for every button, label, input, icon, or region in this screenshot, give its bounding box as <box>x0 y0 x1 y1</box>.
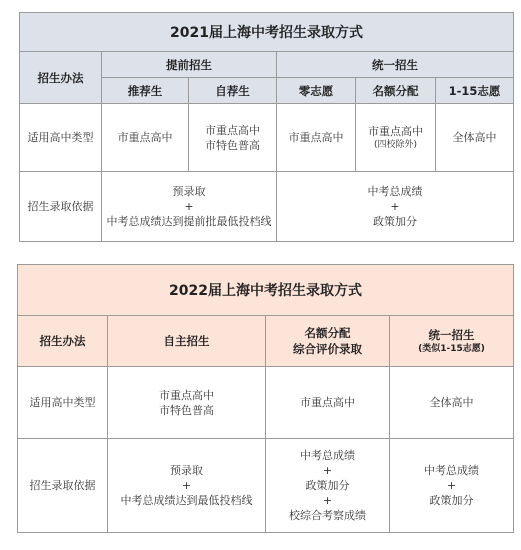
header-group-row <box>20 52 514 78</box>
type-cell: 全体高中 <box>436 104 514 172</box>
col-header-unified <box>390 316 514 367</box>
type-cell: 全体高中 <box>390 367 514 439</box>
col-header-unified-note: (类似1-15志愿) <box>418 344 485 354</box>
type-cell: 市重点高中 <box>277 104 356 172</box>
basis-row <box>18 439 514 533</box>
basis-row <box>20 172 514 242</box>
type-row <box>20 104 514 172</box>
table-title-row <box>18 265 514 316</box>
header-row <box>18 316 514 367</box>
table-title: 2022届上海中考招生录取方式 <box>18 265 514 316</box>
type-row-label: 适用高中类型 <box>18 367 108 439</box>
basis-row-label: 招生录取依据 <box>20 172 102 242</box>
group-unified-admission: 统一招生 <box>277 52 514 78</box>
row-header-method: 招生办法 <box>18 316 108 367</box>
type-cell: 市重点高中 <box>102 104 189 172</box>
table-title-row <box>20 13 514 52</box>
basis-cell: 中考总成绩 + 政策加分 <box>390 439 514 533</box>
sub-header-recommended: 推荐生 <box>102 78 189 104</box>
col-header-self-admission: 自主招生 <box>108 316 266 367</box>
type-row <box>18 367 514 439</box>
sub-header-self-recommended: 自荐生 <box>189 78 277 104</box>
sub-header-zero-choice: 零志愿 <box>277 78 356 104</box>
row-header-method: 招生办法 <box>20 52 102 104</box>
basis-cell-unified: 中考总成绩 + 政策加分 <box>277 172 514 242</box>
type-cell: 市重点高中 市特色普高 <box>189 104 277 172</box>
table-2022 <box>17 264 514 533</box>
basis-cell: 预录取 + 中考总成绩达到最低投档线 <box>108 439 266 533</box>
col-header-quota-evaluation: 名额分配 综合评价录取 <box>266 316 390 367</box>
type-cell-note: (四校除外) <box>373 140 418 150</box>
type-cell-text: 市重点高中 <box>368 125 423 138</box>
group-advance-admission: 提前招生 <box>102 52 277 78</box>
table-title: 2021届上海中考招生录取方式 <box>20 13 514 52</box>
sub-header-choices-1-15: 1-15志愿 <box>436 78 514 104</box>
basis-cell-advance: 预录取 + 中考总成绩达到提前批最低投档线 <box>102 172 277 242</box>
basis-row-label: 招生录取依据 <box>18 439 108 533</box>
type-cell <box>356 104 436 172</box>
col-header-unified-text: 统一招生 <box>428 328 475 342</box>
basis-cell: 中考总成绩 + 政策加分 + 校综合考察成绩 <box>266 439 390 533</box>
type-cell: 市重点高中 市特色普高 <box>108 367 266 439</box>
table-2021 <box>19 12 514 242</box>
type-row-label: 适用高中类型 <box>20 104 102 172</box>
sub-header-quota: 名额分配 <box>356 78 436 104</box>
type-cell: 市重点高中 <box>266 367 390 439</box>
